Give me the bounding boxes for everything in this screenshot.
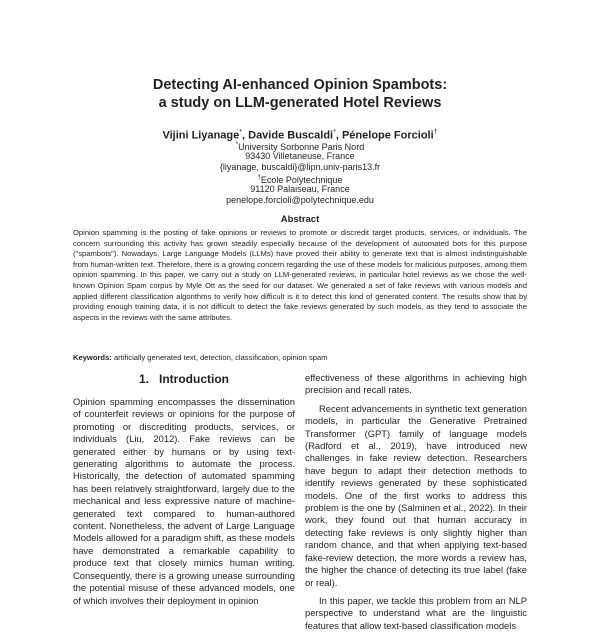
- author-separator: ,: [335, 129, 342, 142]
- intro-paragraph: In this paper, we tackle this problem from an NLP perspective to understand what are the linguistic features that allow text-based classification models: [305, 594, 527, 631]
- right-column: [305, 372, 527, 632]
- keywords-text: artificially generated text, detection, classification, opinion spam: [113, 353, 328, 362]
- affiliation-email: {liyanage, buscaldi}@lipn.univ-paris13.fr: [219, 162, 381, 172]
- affiliation-text: Ecole Polytechnique: [260, 175, 343, 185]
- affiliation-mark: *: [235, 142, 239, 148]
- author-name: Vijini Liyanage: [162, 129, 240, 142]
- paper-title-line-2: a study on LLM-generated Hotel Reviews: [158, 95, 442, 111]
- keywords-label: Keywords:: [73, 353, 112, 362]
- section-heading: [73, 372, 295, 386]
- affiliation-email: penelope.forcioli@polytechnique.edu: [226, 195, 374, 205]
- affiliation-mark: *: [239, 129, 242, 136]
- author-separator: ,: [242, 129, 249, 142]
- abstract-text: Opinion spamming is the posting of fake opinions or reviews to promote or discredit target products, services, or individuals. The concern surrounding this activity has grown steadily especially because of the development of automated bots for this purpose ("spambots"). Nowadays, Large Language Models (LLMs) have proved their ability to generate text that is almost indistinguishable from human-written text. Therefore, there is a growing concern regarding the use of these models for malicious purposes, among them opinion spamming. In this paper, we carry out a study on LLM-generated reviews, in particular hotel reviews as we chose the well-known Opinion Spam corpus by Myle Ott as the seed for our dataset. We generated a set of fake reviews with various models and applied different classification algorithms to verify how difficult is it to detect this kind of generated content. The results show that by providing enough training data, it is not difficult to detect the fake reviews generated by such models, as they tend to associate the aspects in the reviews with the same attributes.: [73, 228, 527, 322]
- section-title: Introduction: [159, 372, 229, 386]
- left-column: [73, 396, 295, 607]
- author-name: Davide Buscaldi: [248, 129, 334, 142]
- paper-title-line-1: Detecting AI-enhanced Opinion Spambots:: [152, 77, 448, 93]
- intro-paragraph: Opinion spamming encompasses the dissemination of counterfeit reviews or opinions for the purpose of promoting or discrediting products, services, or individuals (Liu, 2012). Fake reviews can be generated either by humans or by using text-generating algorithms to automate the process. Historically, the detection of automated spamming has been relatively straightforward, largely due to the mechanical and less expressive nature of machine-generated text compared to human-authored content. Nonetheless, the advent of Large Language Models allowed for a paradigm shift, as these models have demonstrated a remarkable capability to produce text that closely mimics human writing. Consequently, there is a growing unease surrounding the potential misuse of these advanced models, one of which involves their deployment in opinion: [73, 396, 295, 606]
- section-number: 1.: [139, 372, 150, 386]
- keywords-line: [73, 353, 527, 363]
- affiliation-line: 93430 Villetaneuse, France: [245, 151, 355, 161]
- author-name: Pénelope Forcioli: [341, 129, 434, 142]
- abstract-heading: Abstract: [280, 214, 320, 225]
- intro-paragraph: Recent advancements in synthetic text generation models, in particular the Generative Pretrained Transformer (GPT) family of language models (Radford et al., 2019), have introduced new challenges in fake review detection. Researchers have begun to adapt their detection methods to identify reviews generated by these sophisticated models. One of the first works to address this problem is the one by (Salminen et al., 2022). In their work, they found out that human accuracy in detecting fake reviews is only slightly higher than random chance, and that when applying text-based fake-review detection, the more words a review has, the higher the chance of detecting its true label (fake or real).: [305, 402, 527, 588]
- intro-paragraph: effectiveness of these algorithms in achieving high precision and recall rates.: [305, 372, 527, 396]
- affiliation-mark: †: [257, 175, 261, 181]
- affiliation-mark: *: [333, 129, 336, 136]
- affiliation-mark: †: [433, 129, 438, 136]
- affiliation-line: 91120 Palaiseau, France: [250, 184, 350, 194]
- affiliation-text: University Sorbonne Paris Nord: [238, 142, 365, 152]
